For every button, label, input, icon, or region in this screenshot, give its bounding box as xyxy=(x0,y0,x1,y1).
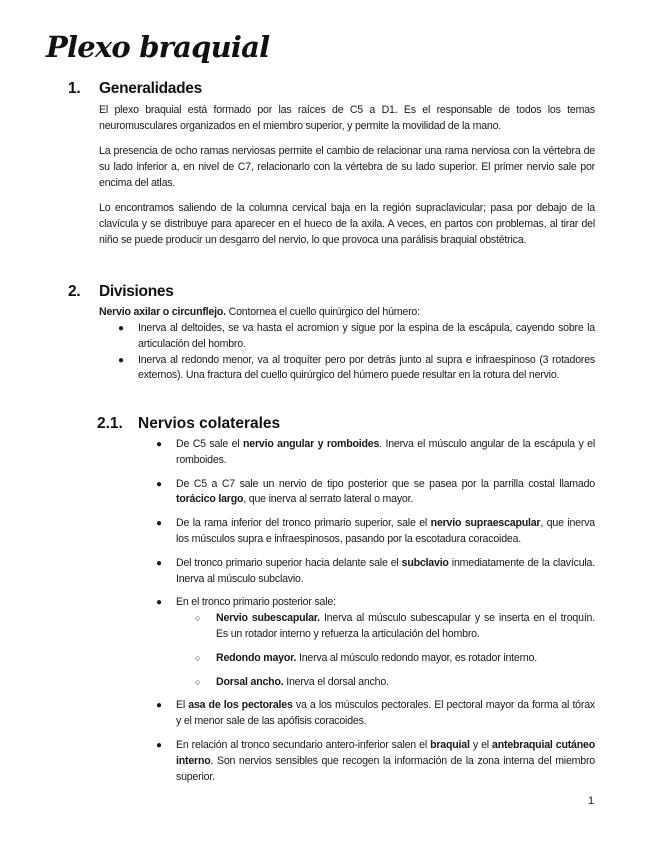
circle-bullet-icon: ○ xyxy=(195,652,201,663)
list-item: ● Del tronco primario superior hacia delante sale el subclavio inmediatamente de la clavícula. Inerva al músculo subclavio. xyxy=(156,556,595,585)
bullet-icon: ● xyxy=(156,739,162,751)
paragraph: La presencia de ocho ramas nerviosas permite el cambio de relacionar una rama nerviosa con la vértebra de su lado inferior a, en nivel de C7, relacionarlo con la vértebra de su lado superior. El primer nervio sale por encima del atlas. xyxy=(99,145,595,189)
sub-list xyxy=(195,611,595,690)
list-item: ● De C5 a C7 sale un nervio de tipo posterior que se pasea por la parrilla costal llamado torácico largo, que inerva al serrato lateral o mayor. xyxy=(156,477,595,506)
bullet-icon: ● xyxy=(156,439,162,450)
section-title: Generalidades xyxy=(99,80,202,97)
subsection-heading-nervios-colaterales xyxy=(97,415,280,433)
list-item: ● Inerva al redondo menor, va al troquíter pero por detrás junto al supra e infraespinoso (3 rotadores externos). Una fractura del cuello quirúrgico del húmero puede resultar en la rotura del nervio. xyxy=(118,353,595,382)
bullet-icon: ● xyxy=(156,597,162,609)
bullet-icon: ● xyxy=(118,354,124,366)
circle-bullet-icon: ○ xyxy=(195,676,201,687)
page-title: Plexo braquial xyxy=(46,30,270,64)
bullet-icon: ● xyxy=(156,518,162,530)
lead-text: Contornea el cuello quirúrgico del húmero: xyxy=(225,306,420,318)
sub-list-item: ○ Dorsal ancho. Inerva el dorsal ancho. xyxy=(216,675,595,691)
section-title: Divisiones xyxy=(99,283,174,300)
paragraph: El plexo braquial está formado por las raíces de C5 a D1. Es el responsable de todos los temas neuromusculares organizados en el miembro superior, y permite la movilidad de la mano. xyxy=(99,104,595,132)
circle-bullet-icon: ○ xyxy=(195,613,201,624)
section-number: 1. xyxy=(68,80,81,97)
list-item: ● De la rama inferior del tronco primario superior, sale el nervio supraescapular, que inerva los músculos supra e infraespinosos, pasando por la escotadura coracoidea. xyxy=(156,517,595,545)
lead-bold: Nervio axilar o circunflejo. xyxy=(99,306,226,318)
divisiones-bullet-list xyxy=(118,321,595,384)
section-heading-divisiones xyxy=(68,283,174,301)
section-heading-generalidades xyxy=(68,80,202,98)
list-item: ● En el tronco primario posterior sale: ○ Nervio subescapular. Inerva al músculo subescapular y se inserta en el troquín. Es un rotador interno y refuerza la articulación del hombro. ○ Redondo mayor. Inerva al músculo redondo mayor, es rotador interno. ○ Dorsal ancho. Inerva el dorsal ancho. xyxy=(176,595,595,690)
list-item: ● El asa de los pectorales va a los músculos pectorales. El pectoral mayor da forma al tórax y el menor sale de las apófisis coracoides. xyxy=(156,699,595,728)
page-number: 1 xyxy=(588,795,595,807)
paragraph: Lo encontramos saliendo de la columna cervical baja en la región supraclavicular; pasa por debajo de la clavícula y se distribuye para aparecer en el hueco de la axila. A veces, en partos con problemas, al tirar del niño se puede producir un desgarro del nervio, lo que provoca una parálisis braquial obstétrica. xyxy=(99,202,595,246)
sub-list-item: ○ Nervio subescapular. Inerva al músculo subescapular y se inserta en el troquín. Es un rotador interno y refuerza la articulación del hombro. xyxy=(195,612,595,640)
list-item: ● Inerva al deltoides, se va hasta el acromion y sigue por la espina de la escápula, cayendo sobre la articulación del hombro. xyxy=(118,322,595,350)
bullet-icon: ● xyxy=(156,700,162,712)
bullet-icon: ● xyxy=(156,557,162,569)
sub-list-item: ○ Redondo mayor. Inerva al músculo redondo mayor, es rotador interno. xyxy=(216,651,595,667)
subsection-title: Nervios colaterales xyxy=(138,415,281,432)
bullet-icon: ● xyxy=(156,478,162,490)
section-number: 2. xyxy=(68,283,81,300)
list-item: ● En relación al tronco secundario antero-inferior salen el braquial y el antebraquial cutáneo interno. Son nervios sensibles que recogen la información de la zona interna del miembro superior. xyxy=(156,738,595,783)
colaterales-bullet-list xyxy=(156,437,595,785)
lead-paragraph xyxy=(99,305,595,321)
bullet-icon: ● xyxy=(118,323,124,334)
subsection-number: 2.1. xyxy=(97,415,123,432)
list-item: ● De C5 sale el nervio angular y romboides. Inerva el músculo angular de la escápula y el romboides. xyxy=(156,438,595,466)
